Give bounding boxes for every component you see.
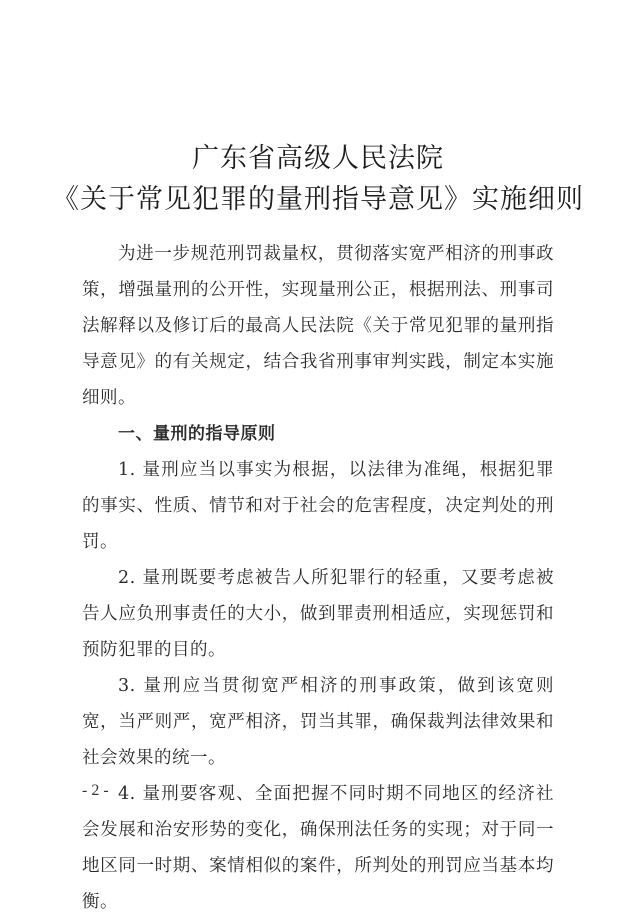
- principle-paragraph-1: 1. 量刑应当以事实为根据，以法律为准绳，根据犯罪的事实、性质、情节和对于社会的危害程度，决定判处的刑罚。: [82, 460, 554, 552]
- document-title-line-1: 广东省高级人民法院: [192, 143, 444, 174]
- section-heading: 一、量刑的指导原则: [118, 424, 276, 444]
- page-number: - 2 -: [82, 782, 109, 799]
- intro-paragraph: 为进一步规范刑罚裁量权，贯彻落实宽严相济的刑事政策，增强量刑的公开性，实现量刑公正，根据刑法、刑事司法解释以及修订后的最高人民法院《关于常见犯罪的量刑指导意见》的有关规定，结合我省刑事审判实践，制定本实施细则。: [82, 244, 554, 408]
- principle-paragraph-4: 4. 量刑要客观、全面把握不同时期不同地区的经济社会发展和治安形势的变化，确保刑法任务的实现；对于同一地区同一时期、案情相似的案件，所判处的刑罚应当基本均衡。: [82, 784, 554, 912]
- document-title-line-2: 《关于常见犯罪的量刑指导意见》实施细则: [52, 184, 584, 215]
- document-body: [82, 236, 554, 920]
- principle-paragraph-2: 2. 量刑既要考虑被告人所犯罪行的轻重，又要考虑被告人应负刑事责任的大小，做到罪责刑相适应，实现惩罚和预防犯罪的目的。: [82, 568, 554, 660]
- principle-paragraph-3: 3. 量刑应当贯彻宽严相济的刑事政策，做到该宽则宽，当严则严，宽严相济，罚当其罪，确保裁判法律效果和社会效果的统一。: [82, 676, 554, 768]
